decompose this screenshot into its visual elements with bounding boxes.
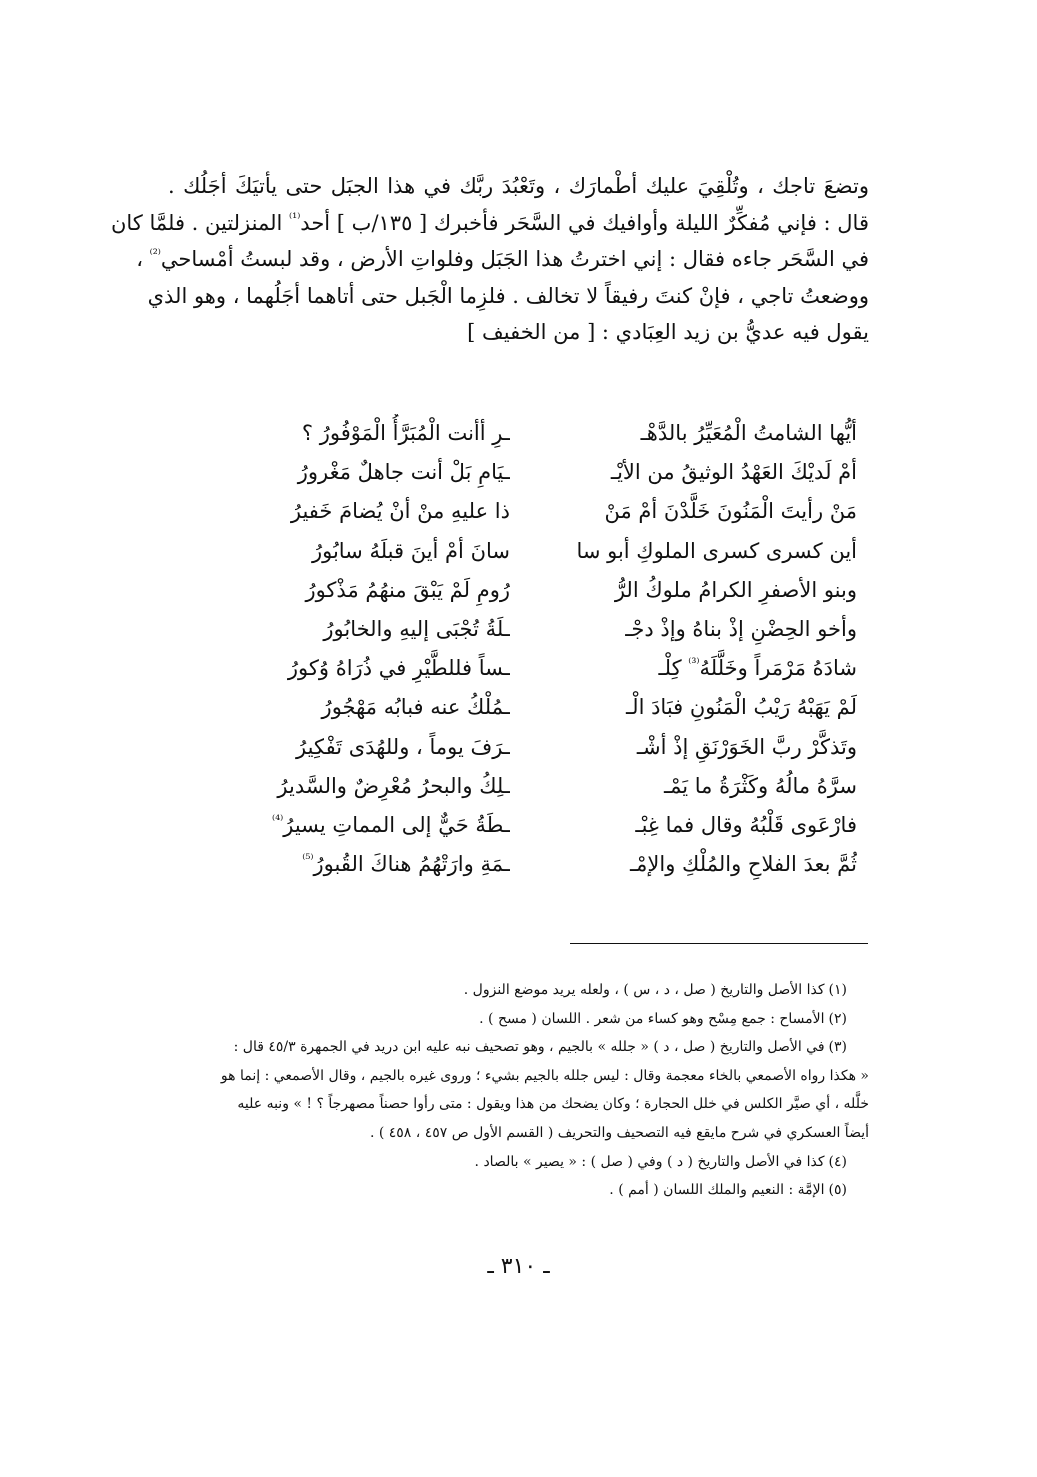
- verse: [190, 688, 857, 727]
- footnote-number: (١): [828, 982, 847, 998]
- footnote-number: (٣): [828, 1039, 847, 1056]
- verse-second-hemistich: ـمُلْكُ عنه فبابُه مَهْجُورُ: [321, 695, 510, 720]
- footnote-number: (٥): [828, 1182, 847, 1199]
- verse-second-hemistich: ـرَفَ يوماً ، وللهُدَى تَفْكِيرُ: [296, 734, 510, 759]
- footnote-ref-5[interactable]: ⁽⁵⁾: [302, 851, 314, 867]
- verse-second-hemistich: ـلِكُ والبحرُ مُعْرِضٌ والسَّديرُ: [277, 773, 510, 798]
- footnote-text: أيضاً العسكري في شرح مايقع فيه التصحيف والتحريف ( القسم الأول ص ٤٥٧ ، ٤٥٨ ) .: [369, 1124, 869, 1141]
- verse-first-hemistich: وبنو الأصفرِ الكرامُ ملوكُ الرُّ: [614, 577, 857, 602]
- footnote-continuation: [168, 1090, 869, 1119]
- verse: [190, 492, 857, 531]
- prose-line-5: يقول فيه عديُّ بن زيد العِبَادي : [ من الخفيف ]: [467, 320, 869, 344]
- footnote-ref-4[interactable]: ⁽⁴⁾: [272, 811, 284, 827]
- verse: [190, 649, 857, 688]
- footnote: [168, 976, 869, 1005]
- verse: [190, 571, 857, 610]
- verse-second-hemistich: ـيَامِ بَلْ أنت جاهلٌ مَغْرورُ: [297, 460, 510, 485]
- footnote: [168, 1176, 869, 1205]
- footnote-ref-3[interactable]: ⁽³⁾: [688, 655, 700, 671]
- footnote: [168, 1148, 869, 1177]
- footnote-text: في الأصل والتاريخ ( صل ، د ) « جلله » بالجيم ، وهو تصحيف نبه عليه ابن دريد في الجمهرة ٤٥/٣ قال :: [233, 1039, 825, 1056]
- verse-first-hemistich: سرَّهُ مالُهُ وكَثْرَةُ ما يَمْـ: [663, 773, 857, 798]
- footnotes: [168, 976, 869, 1205]
- prose-line-3: في السَّحَر جاءه فقال : إني اخترتُ هذا الجَبَل وفلواتِ الأرض ، وقد لبستُ أمْساحي$^{^{(2)}}$ ،: [136, 246, 869, 271]
- verse-first-hemistich: لَمْ يَهَبْهُ رَيْبُ الْمَنُونِ فبَادَ الْـ: [626, 695, 857, 720]
- footnote-text: خلَّله ، أي صيَّر الكلس في خلل الحجارة ؛ وكان يضحك من هذا ويقول : متى رأوا حصناً مصهرجاً ؟ ! » ونبه عليه: [237, 1096, 869, 1113]
- footnote-continuation: [168, 1119, 869, 1148]
- verse: [190, 767, 857, 806]
- verse-second-hemistich: ـطَةُ حَيٌّ إلى المماتِ يسيرُ$^{^{(4)}}$: [272, 811, 510, 837]
- verse: [190, 453, 857, 492]
- footnote-separator: [570, 943, 868, 944]
- verse-first-hemistich: أمْ لَديْكَ العَهْدُ الوثيقُ من الأيْـ: [610, 460, 857, 485]
- prose-line-2: قال : فإني مُفكِّرٌ الليلة وأوافيك في السَّحَر فأخبرك [ ١٣٥/ب ] أحد$^{^{(1)}}$ المنزلتين . فلمَّا كان: [110, 209, 869, 235]
- footnote-number: (٢): [828, 1010, 847, 1027]
- verse-first-hemistich: شادَهُ مَرْمَراً وخَلَّلَهُ$^{^{(3)}}$ كِلْـ: [658, 655, 857, 681]
- footnote-text: الإمَّة : النعيم والملك اللسان ( أمم ) .: [609, 1182, 825, 1199]
- verse-second-hemistich: ـلَةُ تُجْبَى إليهِ والخابُورُ: [323, 616, 510, 641]
- verse: [190, 728, 857, 767]
- verse-first-hemistich: أين كسرى كسرى الملوكِ أبو سا: [576, 538, 857, 563]
- footnote-continuation: [168, 1062, 869, 1091]
- verse: [190, 414, 857, 453]
- footnote-text: كذا الأصل والتاريخ ( صل ، د ، س ) ، ولعله يريد موضع النزول .: [463, 982, 825, 998]
- verse-second-hemistich: ـرِ أأنت الْمُبَرَّأُ الْمَوْفُورُ ؟: [301, 421, 510, 445]
- verse-second-hemistich: ذا عليهِ منْ أنْ يُضامَ خَفيرُ: [290, 499, 510, 524]
- footnote-ref-1[interactable]: ⁽¹⁾: [289, 209, 301, 225]
- prose-paragraph: [110, 168, 869, 351]
- footnote: [168, 1005, 869, 1034]
- footnote-text: الأمساح : جمع مِسْح وهو كساء من شعر . اللسان ( مسح ) .: [479, 1010, 825, 1027]
- verse-second-hemistich: ـمَةِ وارَتْهُمُ هناكَ القُبورُ$^{^{(5)}}$: [302, 851, 510, 877]
- prose-line-4: ووضعتُ تاجي ، فإنْ كنتَ رفيقاً لا تخالف . فلزِما الْجَبل حتى أتاهما أجَلُهما ، وهو الذي: [147, 283, 869, 308]
- verse: [190, 806, 857, 845]
- verse-first-hemistich: ثُمَّ بعدَ الفلاحِ والمُلْكِ والإمْـ: [630, 852, 857, 877]
- poem: [190, 414, 857, 884]
- verse-first-hemistich: وأخو الحِضْنِ إذْ بناهُ وإذْ دجْـ: [625, 616, 857, 641]
- verse-first-hemistich: وتَذكَّرْ ربَّ الخَوَرْنَقِ إذْ أشْـ: [636, 734, 857, 759]
- footnote-text: « هكذا رواه الأصمعي بالخاء معجمة وقال : ليس جلله بالجيم بشيء ؛ وروى غيره بالجيم ، وقال الأصمعي : إنما هو: [220, 1067, 869, 1084]
- footnote-text: كذا في الأصل والتاريخ ( د ) وفي ( صل ) : « يصير » بالصاد .: [474, 1153, 825, 1170]
- verse: [190, 845, 857, 884]
- verse-second-hemistich: سانَ أمْ أينَ قبلَهُ سابُورُ: [311, 538, 510, 563]
- footnote-ref-2[interactable]: ⁽²⁾: [149, 246, 161, 261]
- verse-second-hemistich: رُومِ لَمْ يَبْقَ منهُمُ مَذْكورُ: [305, 577, 510, 602]
- page-number: ـ ٣١٠ ـ: [487, 1254, 550, 1279]
- verse-first-hemistich: مَنْ رأيتَ الْمَنُونَ خَلَّدْنَ أمْ مَنْ: [604, 499, 857, 524]
- verse: [190, 532, 857, 571]
- verse-second-hemistich: ـساً فللطَّيْرِ في ذُرَاهُ وُكورُ: [287, 656, 510, 681]
- verse: [190, 610, 857, 649]
- verse-first-hemistich: أيُّها الشامتُ الْمُعَيِّرُ بالدَّهْـ: [640, 421, 857, 445]
- footnote: [168, 1033, 869, 1062]
- prose-line-1: وتضعَ تاجك ، وتُلْقِيَ عليك أطْمارَك ، وتَعْبُدَ ربَّك في هذا الجبَل حتى يأتيَكَ أجَلُك .: [168, 174, 869, 198]
- footnote-number: (٤): [828, 1153, 847, 1170]
- verse-first-hemistich: فارْعَوى قَلْبُهُ وقال فما غِبْـ: [635, 812, 857, 837]
